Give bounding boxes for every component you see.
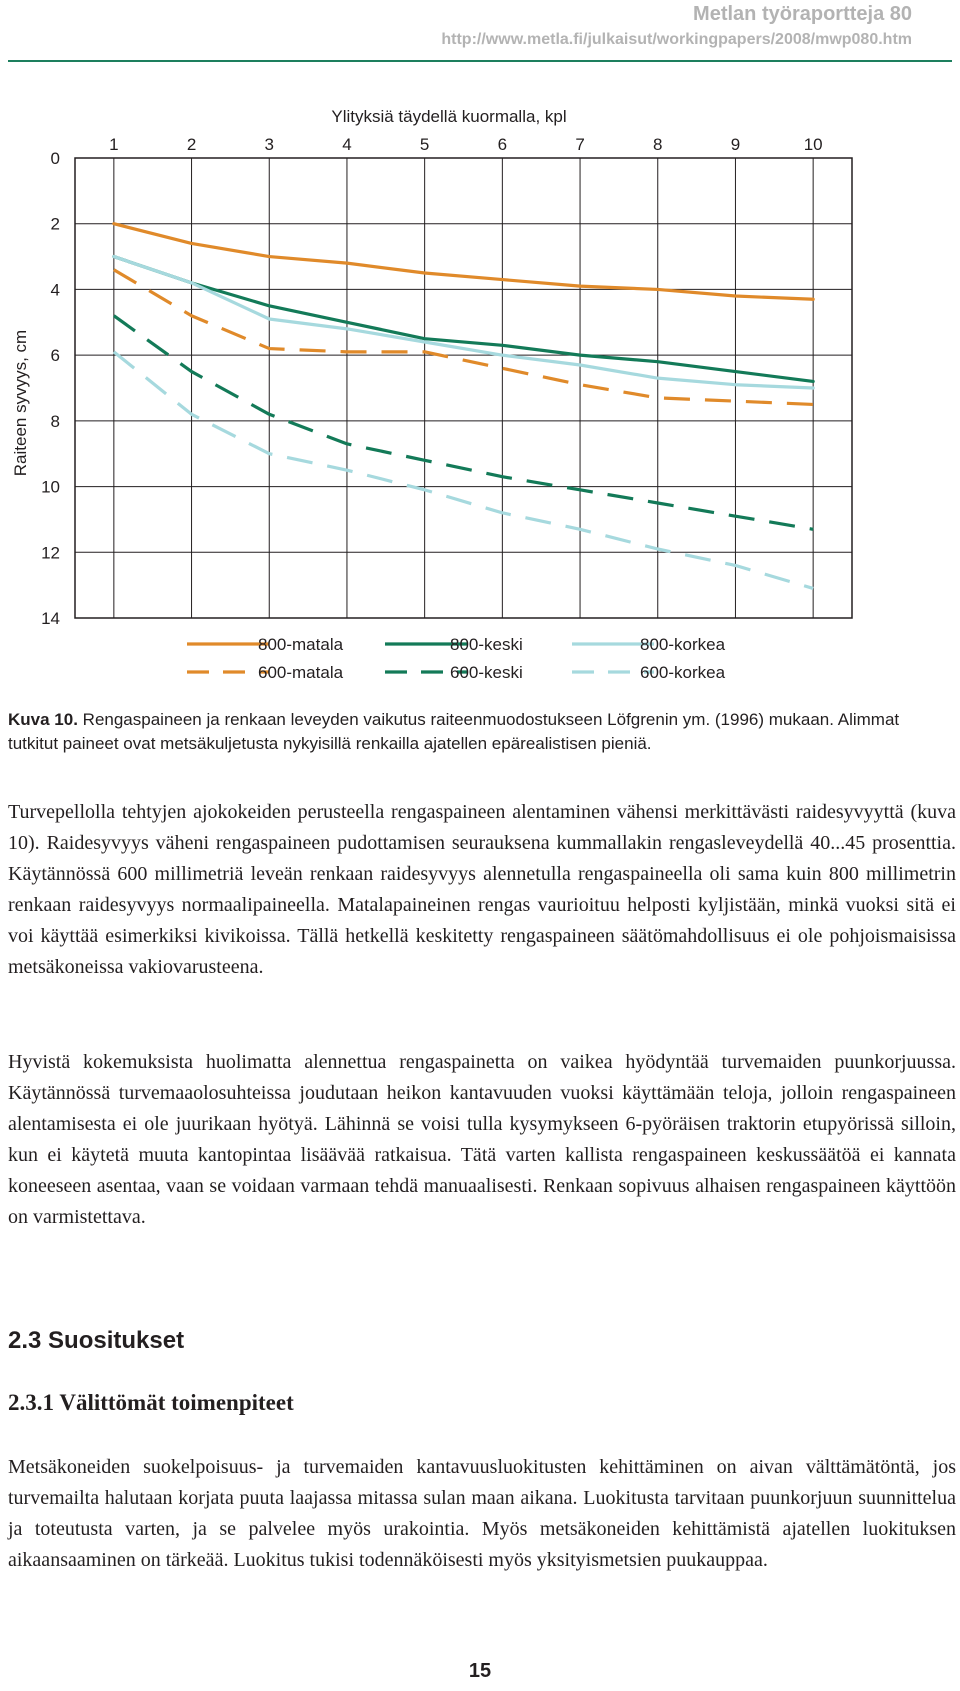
y-axis-label: Raiteen syvyys, cm bbox=[11, 329, 30, 477]
paragraph-1: Turvepellolla tehtyjen ajokokeiden perusteella rengaspaineen alentaminen vähensi merkittävästi raidesyvyyttä (kuva 10). Raidesyvyys väheni rengaspaineen pudottamisen seurauksena kummallakin rengasleveydellä 40...45 prosenttia. Käytännössä 600 millimetriä leveän renkaan raidesyvyys alennetulla rengaspaineella oli sama kuin 800 millimetrin renkaan raidesyvyys normaalipaineella. Matalapaineinen rengas vaurioituu helposti kyljistään, minkä vuoksi sitä ei voi käyttää esimerkiksi kivikoissa. Tällä hetkellä keskitetty rengaspaineen säätömahdollisuus ei ole pohjoismaisissa metsäkoneissa vakiovarusteena. bbox=[8, 801, 956, 978]
legend-label: 600-keski bbox=[450, 663, 523, 682]
x-tick-label: 7 bbox=[575, 135, 585, 154]
x-tick-label: 1 bbox=[109, 135, 119, 154]
y-tick-label: 8 bbox=[50, 411, 60, 431]
legend-label: 600-matala bbox=[258, 663, 344, 682]
x-tick-label: 4 bbox=[342, 135, 352, 154]
y-tick-label: 12 bbox=[41, 543, 60, 563]
x-tick-label: 2 bbox=[186, 135, 197, 154]
section-heading: 2.3 Suositukset bbox=[8, 1327, 185, 1354]
x-tick-label: 6 bbox=[497, 135, 508, 154]
figure-caption bbox=[8, 708, 952, 756]
chart-title: Ylityksiä täydellä kuormalla, kpl bbox=[331, 107, 567, 126]
caption-label: Kuva 10. bbox=[8, 710, 78, 729]
chart-series bbox=[114, 224, 813, 589]
y-tick-label: 6 bbox=[50, 346, 60, 366]
legend-label: 800-korkea bbox=[640, 635, 726, 654]
y-tick-label: 14 bbox=[41, 609, 60, 628]
y-tick-label: 0 bbox=[50, 149, 60, 168]
caption-text: Rengaspaineen ja renkaan leveyden vaikutus raiteenmuodostukseen Löfgrenin ym. (1996) mukaan. Alimmat tutkitut paineet ovat metsäkuljetusta nykyisillä renkailla ajatellen epärealistisen pieniä. bbox=[8, 710, 900, 753]
header-rule bbox=[8, 60, 952, 62]
rut-depth-chart bbox=[0, 95, 960, 695]
legend-label: 600-korkea bbox=[640, 663, 726, 682]
x-tick-label: 8 bbox=[653, 135, 663, 154]
paragraph-3: Metsäkoneiden suokelpoisuus- ja turvemaiden kantavuusluokitusten kehittäminen on aivan välttämätöntä, jos turvemailta halutaan korjata puuta laajassa mitassa sulan maan aikana. Luokitusta tarvitaan puunkorjuun suunnittelua ja toteutusta varten, ja se palvelee myös urakointia. Myös metsäkoneiden kehittämistä ajatellen luokituksen aikaansaaminen on tärkeää. Luokitus tukisi todennäköisesti myös yksityismetsien puukauppaa. bbox=[8, 1456, 956, 1571]
legend-label: 800-keski bbox=[450, 635, 523, 654]
x-tick-label: 5 bbox=[419, 135, 430, 154]
y-tick-label: 10 bbox=[41, 477, 60, 497]
x-tick-label: 3 bbox=[264, 135, 274, 154]
paragraph-2: Hyvistä kokemuksista huolimatta alennettua rengaspainetta on vaikea hyödyntää turvemaiden puunkorjuussa. Käytännössä turvemaaolosuhteissa joudutaan heikon kantavuuden vuoksi käyttämään teloja, jolloin rengaspaineen alentamisesta ei ole juurikaan hyötyä. Lähinnä se voisi tulla kysymykseen 6-pyöräisen traktorin etupyörissä silloin, kun ei käytetä muuta kantopintaa lisäävää ratkaisua. Tätä varten kallista rengaspaineen keskussäätöä ei kannata koneeseen asentaa, vaan se voidaan varmaan tehdä manuaalisesti. Renkaan sopivuus alhaisen rengaspaineen käyttöön on varmistettava. bbox=[8, 1051, 956, 1228]
y-tick-label: 2 bbox=[50, 214, 60, 234]
legend-label: 800-matala bbox=[258, 635, 344, 654]
series-title: Metlan työraportteja 80 bbox=[693, 3, 912, 25]
x-tick-labels bbox=[109, 135, 822, 154]
chart-grid bbox=[75, 158, 852, 618]
running-header bbox=[441, 0, 912, 52]
page-number: 15 bbox=[468, 1660, 492, 1682]
y-tick-label: 4 bbox=[50, 280, 60, 300]
series-line-800-matala bbox=[114, 224, 813, 300]
x-tick-label: 10 bbox=[803, 135, 823, 154]
x-tick-label: 9 bbox=[730, 135, 741, 154]
chart-legend bbox=[187, 635, 726, 682]
subsection-heading: 2.3.1 Välittömät toimenpiteet bbox=[8, 1390, 294, 1415]
series-url[interactable]: http://www.metla.fi/julkaisut/workingpapers/2008/mwp080.htm bbox=[441, 31, 912, 48]
y-tick-labels bbox=[41, 149, 60, 628]
